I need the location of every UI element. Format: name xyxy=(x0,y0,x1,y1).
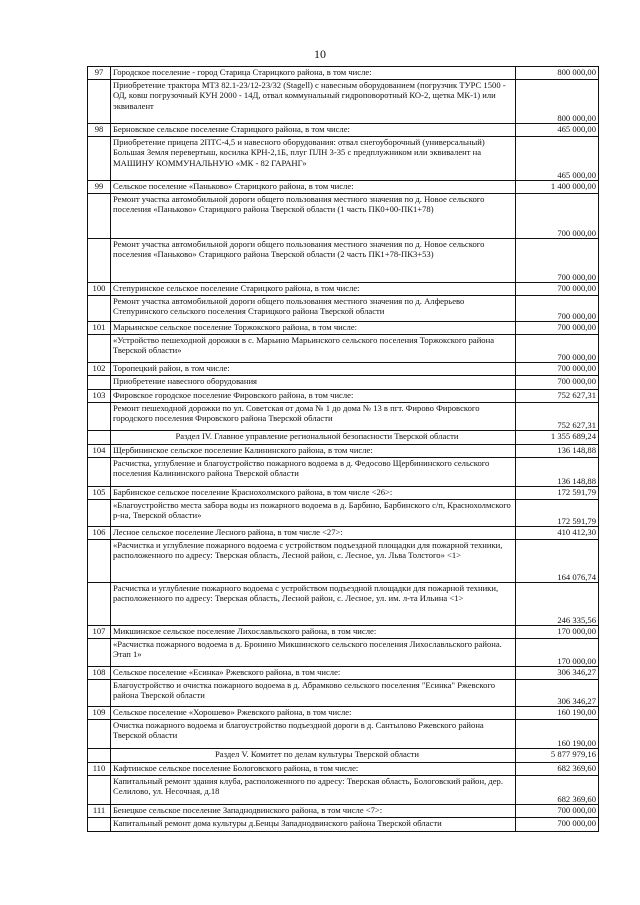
row-amount: 170 000,00 xyxy=(516,639,599,667)
row-number xyxy=(88,500,111,527)
project-row xyxy=(88,458,599,487)
row-description: Благоустройство и очистка пожарного водоема в д. Абрамково сельского поселения "Есинка" Ржевского района Тверской области xyxy=(111,680,516,707)
row-description: «Расчистка пожарного водоема в д. Бронино Микшинского сельского поселения Лихославльского района. Этап 1» xyxy=(111,639,516,667)
municipality-row xyxy=(88,626,599,639)
row-description: Торопецкий район, в том числе: xyxy=(111,363,516,376)
row-amount: 682 369,60 xyxy=(516,763,599,776)
project-row xyxy=(88,776,599,805)
row-description: Городское поселение - город Старица Старицкого района, в том числе: xyxy=(111,67,516,80)
row-amount: 700 000,00 xyxy=(516,322,599,335)
municipality-row xyxy=(88,181,599,194)
row-number: 109 xyxy=(88,707,111,720)
municipality-row xyxy=(88,527,599,540)
row-amount: 465 000,00 xyxy=(516,137,599,181)
row-number: 101 xyxy=(88,322,111,335)
row-amount: 136 148,88 xyxy=(516,445,599,458)
row-number: 108 xyxy=(88,667,111,680)
row-description: Сельское поселение «Хорошево» Ржевского района, в том числе: xyxy=(111,707,516,720)
row-amount: 752 627,31 xyxy=(516,403,599,431)
row-description: Степуринское сельское поселение Старицкого района, в том числе: xyxy=(111,283,516,296)
row-number: 98 xyxy=(88,124,111,137)
row-number: 111 xyxy=(88,805,111,818)
row-number: 104 xyxy=(88,445,111,458)
project-row xyxy=(88,720,599,749)
row-description: «Устройство пешеходной дорожки в с. Марьино Марьинского сельского поселения Торжокского района Тверской области» xyxy=(111,335,516,363)
row-number: 97 xyxy=(88,67,111,80)
municipality-row xyxy=(88,707,599,720)
row-description: Приобретение навесного оборудования xyxy=(111,376,516,390)
project-row xyxy=(88,680,599,707)
row-description: Бенецкое сельское поселение Западнодвинского района, в том числе <7>: xyxy=(111,805,516,818)
municipality-row xyxy=(88,322,599,335)
section-title: Раздел IV. Главное управление региональной безопасности Тверской области xyxy=(111,431,516,445)
row-amount: 1 400 000,00 xyxy=(516,181,599,194)
row-description: Расчистка и углубление пожарного водоема с устройством подъездной площадки для пожарной техники, расположенного по адресу: Тверская область, Лесной район, с. Лесное, ул. им. л-та Ильина <1> xyxy=(111,583,516,626)
row-amount: 700 000,00 xyxy=(516,335,599,363)
row-description: Ремонт пешеходной дорожки по ул. Советская от дома № 1 до дома № 13 в пгт. Фирово Фировского городского поселения Фировского района Тверской области xyxy=(111,403,516,431)
row-description: Капитальный ремонт дома культуры д.Бенцы Западнодвинского района Тверской области xyxy=(111,818,516,832)
row-amount: 465 000,00 xyxy=(516,124,599,137)
row-amount: 700 000,00 xyxy=(516,818,599,832)
row-description: Кафтинское сельское поселение Бологовского района, в том числе: xyxy=(111,763,516,776)
project-row xyxy=(88,500,599,527)
row-amount: 700 000,00 xyxy=(516,296,599,322)
row-description: Очистка пожарного водоема и благоустройство подъездной дороги в д. Сантылово Ржевского района Тверской области xyxy=(111,720,516,749)
row-number xyxy=(88,194,111,239)
row-amount: 246 335,56 xyxy=(516,583,599,626)
row-number: 107 xyxy=(88,626,111,639)
row-number xyxy=(88,458,111,487)
municipality-row xyxy=(88,363,599,376)
row-description: «Расчистка и углубление пожарного водоема с устройством подъездной площадки для пожарной техники, расположенного по адресу: Тверская область, Лесной район, с. Лесное, ул. Льва Толстого» <1> xyxy=(111,540,516,583)
row-amount: 700 000,00 xyxy=(516,194,599,239)
section-row xyxy=(88,431,599,445)
row-number xyxy=(88,137,111,181)
project-row xyxy=(88,540,599,583)
row-number xyxy=(88,583,111,626)
row-description: «Благоустройство места забора воды из пожарного водоема в д. Барбино, Барбинского с/п, Краснохолмского р-на, Тверской области» xyxy=(111,500,516,527)
project-row xyxy=(88,296,599,322)
row-amount: 752 627,31 xyxy=(516,390,599,403)
municipality-row xyxy=(88,805,599,818)
row-number: 106 xyxy=(88,527,111,540)
row-description: Микшинское сельское поселение Лихославльского района, в том числе: xyxy=(111,626,516,639)
row-description: Капитальный ремонт здания клуба, расположенного по адресу: Тверская область, Бологовский район, дер. Селилово, ул. Несочная, д.18 xyxy=(111,776,516,805)
row-amount: 410 412,30 xyxy=(516,527,599,540)
section-title: Раздел V. Комитет по делам культуры Тверской области xyxy=(111,749,516,763)
page-number: 10 xyxy=(314,47,326,61)
row-amount: 160 190,00 xyxy=(516,707,599,720)
project-row xyxy=(88,376,599,390)
municipality-row xyxy=(88,487,599,500)
row-description: Марьинское сельское поселение Торжокского района, в том числе: xyxy=(111,322,516,335)
row-number xyxy=(88,720,111,749)
row-description: Расчистка, углубление и благоустройство пожарного водоема в д. Федосово Щербининского сельского поселения Калининского района Тверской области xyxy=(111,458,516,487)
row-amount: 5 877 979,16 xyxy=(516,749,599,763)
row-amount: 172 591,79 xyxy=(516,487,599,500)
row-number: 110 xyxy=(88,763,111,776)
project-row xyxy=(88,403,599,431)
row-amount: 1 355 689,24 xyxy=(516,431,599,445)
row-number xyxy=(88,776,111,805)
row-amount: 136 148,88 xyxy=(516,458,599,487)
row-number xyxy=(88,818,111,832)
project-row xyxy=(88,583,599,626)
row-description: Щербининское сельское поселение Калининского района, в том числе: xyxy=(111,445,516,458)
project-row xyxy=(88,137,599,181)
row-number xyxy=(88,296,111,322)
row-amount: 700 000,00 xyxy=(516,376,599,390)
project-row xyxy=(88,639,599,667)
row-amount: 700 000,00 xyxy=(516,239,599,283)
row-number xyxy=(88,749,111,763)
table-body xyxy=(88,67,599,832)
row-number xyxy=(88,639,111,667)
row-description: Ремонт участка автомобильной дороги общего пользования местного значения по д. Новое сельского поселения «Паньково» Старицкого района Тверской области (1 часть ПК0+00-ПК1+78) xyxy=(111,194,516,239)
row-amount: 160 190,00 xyxy=(516,720,599,749)
row-description: Сельское поселение «Паньково» Старицкого района, в том числе: xyxy=(111,181,516,194)
row-description: Сельское поселение «Есинка» Ржевского района, в том числе: xyxy=(111,667,516,680)
section-row xyxy=(88,749,599,763)
row-amount: 164 076,74 xyxy=(516,540,599,583)
municipality-row xyxy=(88,445,599,458)
row-amount: 172 591,79 xyxy=(516,500,599,527)
row-description: Ремонт участка автомобильной дороги общего пользования местного значения по д. Алферьево Степуринского сельского поселения Старицкого района Тверской области xyxy=(111,296,516,322)
row-amount: 682 369,60 xyxy=(516,776,599,805)
project-row xyxy=(88,335,599,363)
row-number xyxy=(88,80,111,124)
row-number: 99 xyxy=(88,181,111,194)
row-number xyxy=(88,403,111,431)
row-number: 100 xyxy=(88,283,111,296)
row-number: 103 xyxy=(88,390,111,403)
row-number xyxy=(88,540,111,583)
row-amount: 306 346,27 xyxy=(516,680,599,707)
municipality-row xyxy=(88,283,599,296)
municipality-row xyxy=(88,390,599,403)
row-amount: 700 000,00 xyxy=(516,363,599,376)
row-description: Берновское сельское поселение Старицкого района, в том числе: xyxy=(111,124,516,137)
project-row xyxy=(88,239,599,283)
row-number xyxy=(88,335,111,363)
row-description: Фировское городское поселение Фировского района, в том числе: xyxy=(111,390,516,403)
row-amount: 700 000,00 xyxy=(516,805,599,818)
row-description: Барбинское сельское поселение Краснохолмского района, в том числе <26>: xyxy=(111,487,516,500)
row-description: Приобретение трактора МТЗ 82.1-23/12-23/32 (Stagell) с навесным оборудованием (погрузчик ТУРС 1500 - ОД, ковш погрузочный КУН 2000 - 14Д, отвал коммунальный гидроповоротный КО-2, щетка МК-1) или эквивалент xyxy=(111,80,516,124)
project-row xyxy=(88,818,599,832)
project-row xyxy=(88,194,599,239)
municipality-row xyxy=(88,67,599,80)
row-amount: 800 000,00 xyxy=(516,80,599,124)
row-number xyxy=(88,239,111,283)
municipality-row xyxy=(88,763,599,776)
row-description: Лесное сельское поселение Лесного района, в том числе <27>: xyxy=(111,527,516,540)
row-amount: 170 000,00 xyxy=(516,626,599,639)
row-number xyxy=(88,431,111,445)
row-amount: 306 346,27 xyxy=(516,667,599,680)
row-number: 105 xyxy=(88,487,111,500)
municipality-row xyxy=(88,667,599,680)
row-description: Приобретение прицепа 2ПТС-4,5 и навесного оборудования: отвал снегоуборочный (универсальный) Большая Земля перевертыш, косилка КРН-2,1Б, плуг ПЛН 3-35 с предплужником или эквивалент на МАШИНУ КОММУНАЛЬНУЮ «МК - 82 ГАРАНГ» xyxy=(111,137,516,181)
budget-allocation-table xyxy=(87,66,599,832)
row-amount: 700 000,00 xyxy=(516,283,599,296)
row-description: Ремонт участка автомобильной дороги общего пользования местного значения по д. Новое сельского поселения «Паньково» Старицкого района Тверской области (2 часть ПК1+78-ПК3+53) xyxy=(111,239,516,283)
project-row xyxy=(88,80,599,124)
municipality-row xyxy=(88,124,599,137)
row-amount: 800 000,00 xyxy=(516,67,599,80)
row-number xyxy=(88,376,111,390)
row-number: 102 xyxy=(88,363,111,376)
row-number xyxy=(88,680,111,707)
